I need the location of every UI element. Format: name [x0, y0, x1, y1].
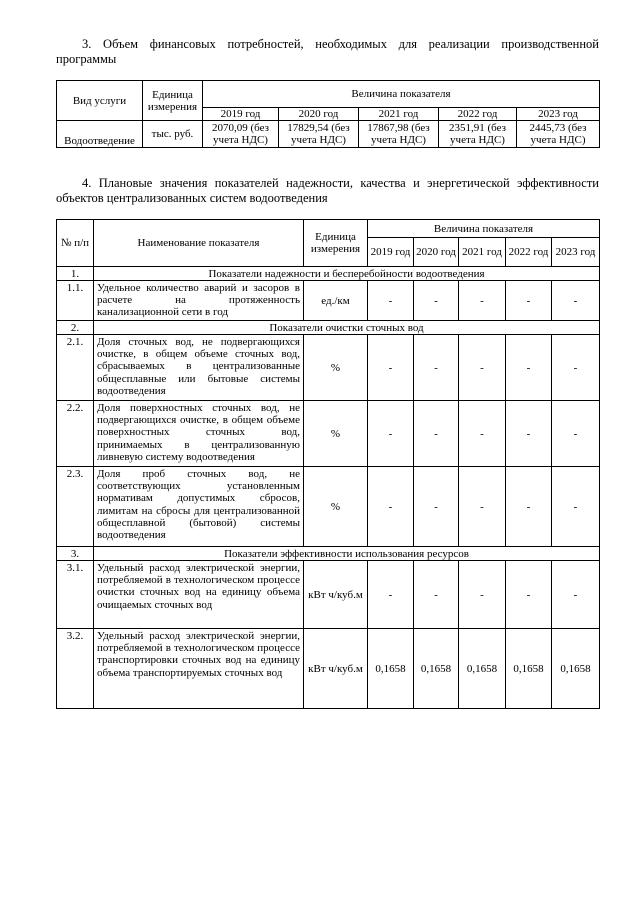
row-value: 2070,09 (без учета НДС) [203, 121, 279, 148]
section3-heading-line1: 3. Объем финансовых потребностей, необходимых для реализации производственной [82, 37, 599, 51]
header-year: 2020 год [414, 238, 459, 267]
financial-needs-table [56, 80, 600, 148]
row-value: 0,1658 [368, 629, 414, 709]
header-unit: Единица измерения [143, 81, 203, 121]
header-year: 2019 год [203, 108, 279, 121]
row-value: - [552, 281, 600, 321]
header-year: 2021 год [359, 108, 439, 121]
row-value: - [368, 401, 414, 467]
row-value: - [459, 467, 506, 547]
section4-heading [56, 176, 599, 206]
row-name: Доля проб сточных вод, не соответствующих установленным нормативам допустимых сбросов, лимитам на сбросы для централизованной общесплавной (бытовой) системы водоотведения [94, 467, 304, 547]
row-value: - [414, 335, 459, 401]
section3-heading-line2: программы [56, 52, 117, 66]
row-value: 0,1658 [459, 629, 506, 709]
row-value: - [459, 281, 506, 321]
section-title: Показатели очистки сточных вод [94, 321, 600, 335]
row-value: - [552, 401, 600, 467]
row-value: - [414, 467, 459, 547]
header-year: 2022 год [439, 108, 517, 121]
row-num: 1.1. [57, 281, 94, 321]
row-value: 0,1658 [552, 629, 600, 709]
header-unit: Единица измерения [304, 220, 368, 267]
row-value: - [506, 467, 552, 547]
header-value: Величина показателя [368, 220, 600, 238]
row-name: Доля сточных вод, не подвергающихся очистке, в общем объеме сточных вод, сбрасываемых в централизованные общесплавные или бытовые системы водоотведения [94, 335, 304, 401]
indicators-table [56, 219, 600, 709]
row-unit: ед./км [304, 281, 368, 321]
row-value: - [506, 281, 552, 321]
row-name: Удельный расход электрической энергии, потребляемой в технологическом процессе транспортировки сточных вод на единицу объема транспортируемых сточных вод [94, 629, 304, 709]
header-year: 2021 год [459, 238, 506, 267]
row-value: - [368, 561, 414, 629]
row-value: 2445,73 (без учета НДС) [517, 121, 600, 148]
row-unit: % [304, 401, 368, 467]
row-value: 2351,91 (без учета НДС) [439, 121, 517, 148]
row-value: - [368, 335, 414, 401]
section3-heading [56, 37, 599, 67]
row-value: 17829,54 (без учета НДС) [279, 121, 359, 148]
row-value: - [368, 281, 414, 321]
section-num: 3. [57, 547, 94, 561]
row-value: - [506, 401, 552, 467]
row-value: 0,1658 [414, 629, 459, 709]
row-value: - [552, 467, 600, 547]
row-num: 3.2. [57, 629, 94, 709]
header-year: 2023 год [517, 108, 600, 121]
row-name: Доля поверхностных сточных вод, не подвергающихся очистке, в общем объеме поверхностных сточных вод, принимаемых в централизованную ливневую систему водоотведения [94, 401, 304, 467]
section-title: Показатели надежности и бесперебойности водоотведения [94, 267, 600, 281]
header-year: 2020 год [279, 108, 359, 121]
header-value: Величина показателя [203, 81, 600, 108]
row-value: - [414, 401, 459, 467]
section-num: 1. [57, 267, 94, 281]
row-name: Удельный расход электрической энергии, потребляемой в технологическом процессе очистки сточных вод на единицу объема очищаемых сточных вод [94, 561, 304, 629]
row-value: - [459, 335, 506, 401]
row-num: 2.1. [57, 335, 94, 401]
row-unit: % [304, 335, 368, 401]
header-year: 2023 год [552, 238, 600, 267]
row-service: Водоотведение [57, 121, 143, 148]
row-value: - [506, 335, 552, 401]
section4-heading-line1: 4. Плановые значения показателей надежности, качества и энергетической эффективности [82, 176, 599, 190]
header-num: № п/п [57, 220, 94, 267]
row-unit: кВт ч/куб.м [304, 561, 368, 629]
row-value: - [414, 281, 459, 321]
row-value: - [552, 335, 600, 401]
row-num: 2.2. [57, 401, 94, 467]
row-num: 2.3. [57, 467, 94, 547]
header-service: Вид услуги [57, 81, 143, 121]
header-year: 2019 год [368, 238, 414, 267]
header-name: Наименование показателя [94, 220, 304, 267]
row-unit: тыс. руб. [143, 121, 203, 148]
row-unit: % [304, 467, 368, 547]
row-unit: кВт ч/куб.м [304, 629, 368, 709]
section4-heading-line2: объектов централизованных систем водоотведения [56, 191, 328, 205]
row-value: - [368, 467, 414, 547]
row-value: - [459, 401, 506, 467]
row-num: 3.1. [57, 561, 94, 629]
row-value: - [414, 561, 459, 629]
row-name: Удельное количество аварий и засоров в расчете на протяженность канализационной сети в год [94, 281, 304, 321]
row-value: 17867,98 (без учета НДС) [359, 121, 439, 148]
row-value: - [459, 561, 506, 629]
header-year: 2022 год [506, 238, 552, 267]
section-num: 2. [57, 321, 94, 335]
row-value: - [552, 561, 600, 629]
row-value: - [506, 561, 552, 629]
row-value: 0,1658 [506, 629, 552, 709]
section-title: Показатели эффективности использования ресурсов [94, 547, 600, 561]
